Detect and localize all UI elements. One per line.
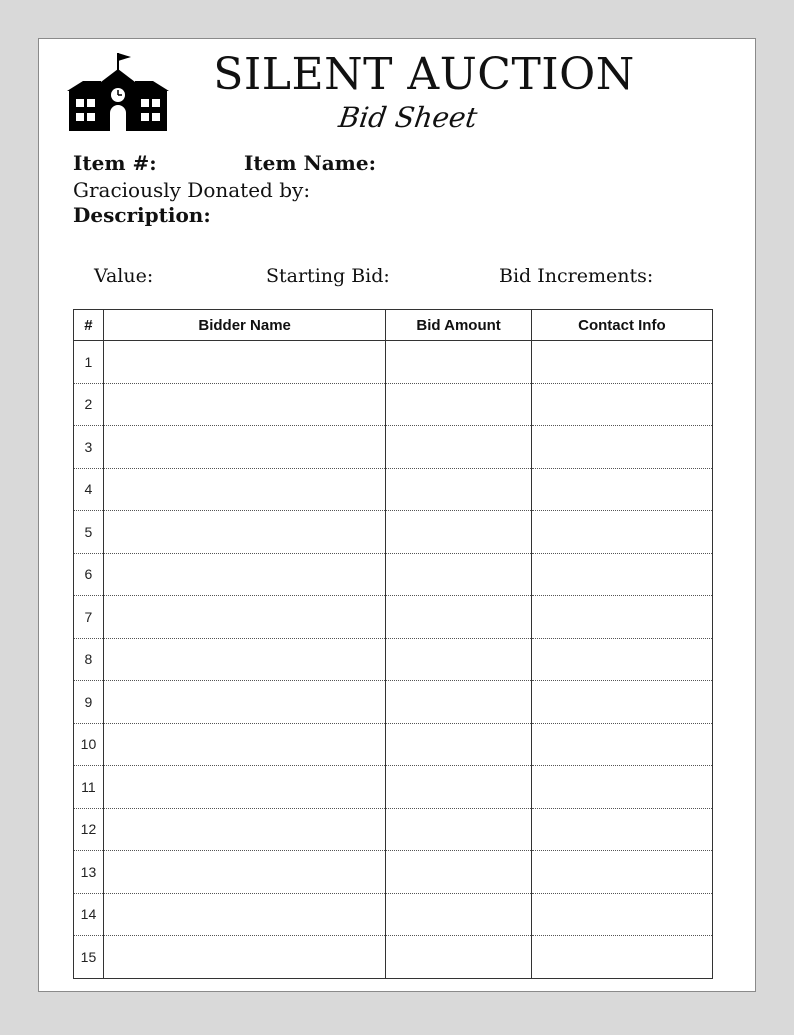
table-row — [74, 681, 713, 724]
table-header-row — [74, 310, 713, 341]
schoolhouse-icon — [67, 51, 169, 131]
bid-amount-cell[interactable] — [386, 681, 531, 724]
item-number-label: Item #: — [73, 151, 157, 175]
bid-amount-cell[interactable] — [386, 723, 531, 766]
bidder-name-cell[interactable] — [103, 638, 385, 681]
bid-table — [73, 309, 713, 979]
contact-info-cell[interactable] — [531, 426, 712, 469]
table-row — [74, 341, 713, 384]
donated-by-label: Graciously Donated by: — [73, 178, 311, 202]
bid-sheet-page — [38, 38, 756, 992]
table-row — [74, 808, 713, 851]
starting-bid-label: Starting Bid: — [266, 265, 390, 287]
bidder-name-cell[interactable] — [103, 766, 385, 809]
page-subtitle: Bid Sheet — [336, 101, 480, 134]
bidder-name-cell[interactable] — [103, 681, 385, 724]
value-label: Value: — [94, 265, 154, 287]
contact-info-cell[interactable] — [531, 766, 712, 809]
contact-info-cell[interactable] — [531, 468, 712, 511]
bidder-name-cell[interactable] — [103, 596, 385, 639]
bid-amount-cell[interactable] — [386, 341, 531, 384]
row-number: 10 — [74, 723, 104, 766]
contact-info-cell[interactable] — [531, 723, 712, 766]
table-row — [74, 723, 713, 766]
bid-amount-cell[interactable] — [386, 766, 531, 809]
bidder-name-cell[interactable] — [103, 426, 385, 469]
table-row — [74, 511, 713, 554]
row-number: 2 — [74, 383, 104, 426]
bid-amount-cell[interactable] — [386, 893, 531, 936]
table-row — [74, 893, 713, 936]
bid-amount-cell[interactable] — [386, 468, 531, 511]
description-label: Description: — [73, 203, 211, 227]
bidder-name-cell[interactable] — [103, 383, 385, 426]
row-number: 13 — [74, 851, 104, 894]
contact-info-cell[interactable] — [531, 341, 712, 384]
column-header-bidder-name: Bidder Name — [103, 310, 385, 341]
bidder-name-cell[interactable] — [103, 893, 385, 936]
row-number: 9 — [74, 681, 104, 724]
bid-amount-cell[interactable] — [386, 553, 531, 596]
contact-info-cell[interactable] — [531, 851, 712, 894]
column-header-number: # — [74, 310, 104, 341]
bidder-name-cell[interactable] — [103, 936, 385, 979]
bidder-name-cell[interactable] — [103, 808, 385, 851]
table-row — [74, 638, 713, 681]
bidder-name-cell[interactable] — [103, 468, 385, 511]
row-number: 1 — [74, 341, 104, 384]
row-number: 8 — [74, 638, 104, 681]
contact-info-cell[interactable] — [531, 638, 712, 681]
item-name-label: Item Name: — [244, 151, 376, 175]
row-number: 15 — [74, 936, 104, 979]
table-row — [74, 468, 713, 511]
bid-amount-cell[interactable] — [386, 383, 531, 426]
row-number: 12 — [74, 808, 104, 851]
table-row — [74, 426, 713, 469]
row-number: 6 — [74, 553, 104, 596]
bid-amount-cell[interactable] — [386, 638, 531, 681]
bid-amount-cell[interactable] — [386, 808, 531, 851]
table-row — [74, 766, 713, 809]
bidder-name-cell[interactable] — [103, 511, 385, 554]
row-number: 3 — [74, 426, 104, 469]
contact-info-cell[interactable] — [531, 553, 712, 596]
contact-info-cell[interactable] — [531, 383, 712, 426]
bid-amount-cell[interactable] — [386, 936, 531, 979]
bid-amount-cell[interactable] — [386, 426, 531, 469]
bidder-name-cell[interactable] — [103, 723, 385, 766]
contact-info-cell[interactable] — [531, 893, 712, 936]
column-header-contact-info: Contact Info — [531, 310, 712, 341]
contact-info-cell[interactable] — [531, 511, 712, 554]
row-number: 5 — [74, 511, 104, 554]
table-row — [74, 383, 713, 426]
column-header-bid-amount: Bid Amount — [386, 310, 531, 341]
bidder-name-cell[interactable] — [103, 553, 385, 596]
bid-amount-cell[interactable] — [386, 851, 531, 894]
row-number: 14 — [74, 893, 104, 936]
table-row — [74, 596, 713, 639]
bid-table-body — [74, 341, 713, 979]
page-title: SILENT AUCTION — [213, 49, 635, 100]
table-row — [74, 851, 713, 894]
table-row — [74, 936, 713, 979]
bid-amount-cell[interactable] — [386, 511, 531, 554]
table-row — [74, 553, 713, 596]
contact-info-cell[interactable] — [531, 596, 712, 639]
contact-info-cell[interactable] — [531, 936, 712, 979]
bidder-name-cell[interactable] — [103, 851, 385, 894]
row-number: 7 — [74, 596, 104, 639]
contact-info-cell[interactable] — [531, 681, 712, 724]
bidder-name-cell[interactable] — [103, 341, 385, 384]
row-number: 11 — [74, 766, 104, 809]
bid-amount-cell[interactable] — [386, 596, 531, 639]
bid-increments-label: Bid Increments: — [499, 265, 654, 287]
contact-info-cell[interactable] — [531, 808, 712, 851]
row-number: 4 — [74, 468, 104, 511]
